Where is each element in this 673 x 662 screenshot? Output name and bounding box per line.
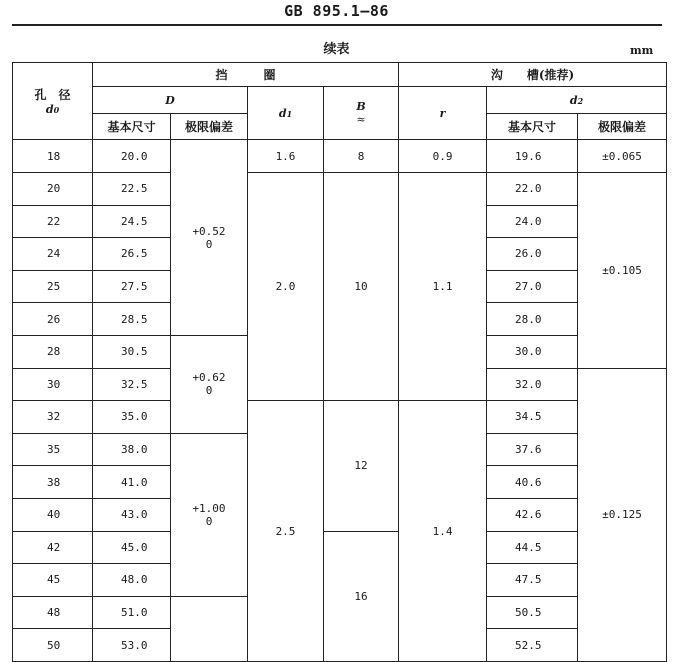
cell-D: 48.0 xyxy=(93,564,171,597)
cell-B: 8 xyxy=(324,140,399,173)
cell-B: 16 xyxy=(324,531,399,661)
header-D: D xyxy=(93,87,248,113)
cell-B: 10 xyxy=(324,173,399,401)
cell-D-tolerance: +1.00 0 xyxy=(171,433,248,596)
cell-d2-tolerance: ±0.065 xyxy=(578,140,667,173)
cell-d0: 30 xyxy=(13,368,93,401)
cell-d2: 32.0 xyxy=(487,368,578,401)
cell-D: 20.0 xyxy=(93,140,171,173)
cell-d0: 38 xyxy=(13,466,93,499)
cell-d0: 24 xyxy=(13,238,93,271)
unit-label: mm xyxy=(630,44,654,57)
cell-D: 30.5 xyxy=(93,335,171,368)
cell-d0: 26 xyxy=(13,303,93,336)
cell-d2: 24.0 xyxy=(487,205,578,238)
header-groove: 沟 槽(推荐) xyxy=(399,63,667,87)
cell-D: 27.5 xyxy=(93,270,171,303)
cell-d2: 52.5 xyxy=(487,629,578,662)
header-r: r xyxy=(399,87,487,140)
cell-B: 12 xyxy=(324,401,399,531)
dimension-table xyxy=(12,62,667,662)
cell-d2: 26.0 xyxy=(487,238,578,271)
cell-d2: 42.6 xyxy=(487,498,578,531)
cell-D: 45.0 xyxy=(93,531,171,564)
header-d1: d1 xyxy=(248,87,324,140)
cell-d2: 40.6 xyxy=(487,466,578,499)
cell-d2: 37.6 xyxy=(487,433,578,466)
cell-D: 22.5 xyxy=(93,173,171,206)
cell-d2: 50.5 xyxy=(487,596,578,629)
cell-D: 51.0 xyxy=(93,596,171,629)
header-hole-diameter: 孔 径 d0 xyxy=(13,63,93,140)
cell-d0: 50 xyxy=(13,629,93,662)
cell-d0: 40 xyxy=(13,498,93,531)
cell-D: 28.5 xyxy=(93,303,171,336)
cell-r: 1.1 xyxy=(399,173,487,401)
cell-d2: 44.5 xyxy=(487,531,578,564)
top-rule xyxy=(12,24,662,26)
continuation-title: 续表 xyxy=(323,42,350,57)
cell-D-tolerance: +0.52 0 xyxy=(171,140,248,336)
cell-d0: 28 xyxy=(13,335,93,368)
cell-d2: 47.5 xyxy=(487,564,578,597)
header-retaining-ring: 挡 圈 xyxy=(93,63,399,87)
cell-d0: 48 xyxy=(13,596,93,629)
cell-d0: 45 xyxy=(13,564,93,597)
cell-d0: 22 xyxy=(13,205,93,238)
cell-d2-tolerance: ±0.105 xyxy=(578,173,667,369)
cell-d2: 34.5 xyxy=(487,401,578,434)
cell-D: 43.0 xyxy=(93,498,171,531)
cell-d2-tolerance: ±0.125 xyxy=(578,368,667,661)
header-D-tolerance: 极限偏差 xyxy=(171,113,248,139)
cell-r: 0.9 xyxy=(399,140,487,173)
header-D-basic: 基本尺寸 xyxy=(93,113,171,139)
header-B: B ≈ xyxy=(324,87,399,140)
cell-d1: 2.5 xyxy=(248,401,324,662)
cell-D: 41.0 xyxy=(93,466,171,499)
cell-D: 53.0 xyxy=(93,629,171,662)
cell-D: 32.5 xyxy=(93,368,171,401)
header-d2: d2 xyxy=(487,87,667,113)
cell-D: 38.0 xyxy=(93,433,171,466)
cell-d2: 22.0 xyxy=(487,173,578,206)
cell-d2: 28.0 xyxy=(487,303,578,336)
cell-d1: 1.6 xyxy=(248,140,324,173)
cell-d1: 2.0 xyxy=(248,173,324,401)
header-d2-tolerance: 极限偏差 xyxy=(578,113,667,139)
cell-D: 26.5 xyxy=(93,238,171,271)
standard-number: GB 895.1—86 xyxy=(284,2,389,20)
cell-d0: 32 xyxy=(13,401,93,434)
cell-d2: 30.0 xyxy=(487,335,578,368)
cell-d0: 20 xyxy=(13,173,93,206)
cell-d2: 19.6 xyxy=(487,140,578,173)
cell-d0: 35 xyxy=(13,433,93,466)
cell-r: 1.4 xyxy=(399,401,487,662)
cell-d2: 27.0 xyxy=(487,270,578,303)
header-d2-basic: 基本尺寸 xyxy=(487,113,578,139)
cell-d0: 25 xyxy=(13,270,93,303)
cell-D: 24.5 xyxy=(93,205,171,238)
cell-D: 35.0 xyxy=(93,401,171,434)
cell-D-tolerance: +0.62 0 xyxy=(171,335,248,433)
cell-d0: 42 xyxy=(13,531,93,564)
cell-d0: 18 xyxy=(13,140,93,173)
